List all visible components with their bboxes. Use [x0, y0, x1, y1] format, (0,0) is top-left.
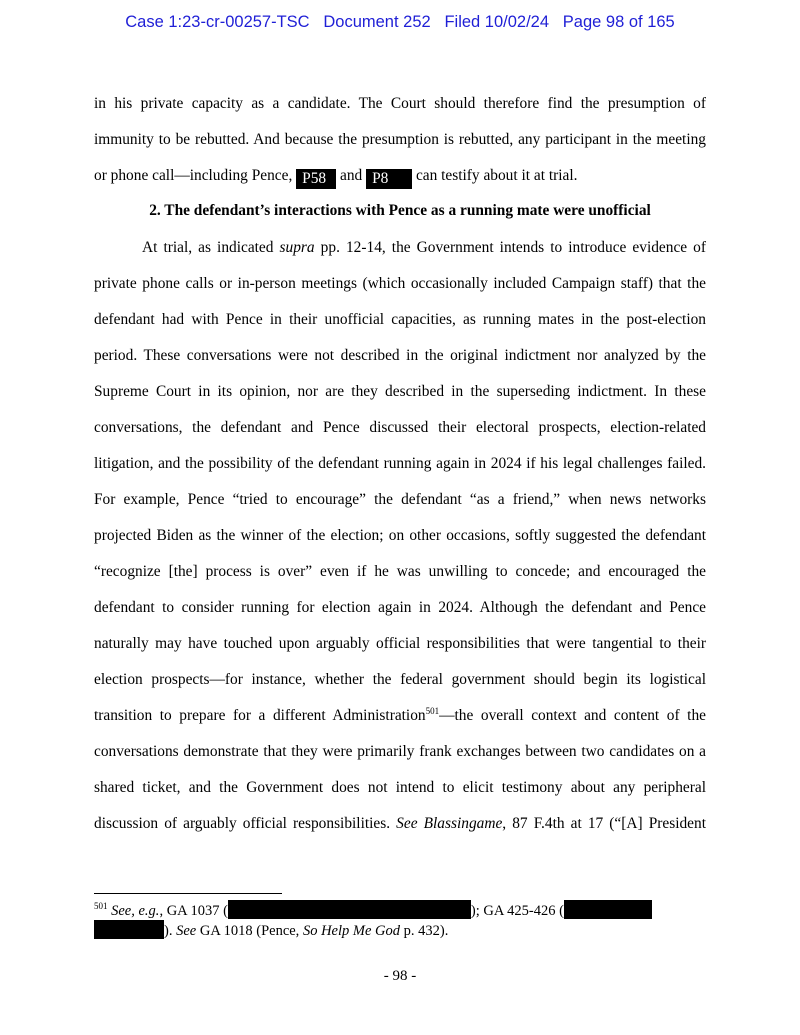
redaction-box: P58	[296, 169, 336, 189]
footnote-line: ). See GA 1018 (Pence, So Help Me God p. 432).	[94, 920, 706, 940]
text-line: or phone call—including Pence, P58 and P8 can testify about it at trial.	[94, 167, 578, 187]
text-line: “recognize [the] process is over” even if he was unwilling to concede; and encouraged the	[94, 563, 706, 580]
redaction-box: P8	[366, 169, 412, 189]
section-heading: 2. The defendant’s interactions with Pence as a running mate were unofficial	[149, 202, 651, 219]
text-line: defendant had with Pence in their unofficial capacities, as running mates in the post-election	[94, 311, 706, 328]
filed-date: Filed 10/02/24	[444, 13, 550, 31]
text-line: transition to prepare for a different Administration$^{501}$—the overall context and content of the	[94, 706, 706, 724]
text-line: election prospects—for instance, whether the federal government should begin its logistical	[94, 671, 706, 688]
redaction-box	[228, 900, 471, 919]
text-line: conversations, the defendant and Pence discussed their electoral prospects, election-related	[94, 419, 706, 436]
text-line: period. These conversations were not described in the original indictment nor analyzed by the	[94, 347, 706, 364]
text-line: shared ticket, and the Government does not intend to elicit testimony about any peripheral	[94, 779, 706, 796]
footnote-ref[interactable]: 501	[425, 706, 440, 716]
text-line: For example, Pence “tried to encourage” the defendant “as a friend,” when news networks	[94, 491, 706, 508]
footnote-divider	[94, 893, 282, 894]
redaction-box	[94, 920, 164, 939]
text-line: naturally may have touched upon arguably official responsibilities that were tangential to their	[94, 635, 706, 652]
text-line: immunity to be rebutted. And because the presumption is rebutted, any participant in the meeting	[94, 131, 706, 148]
text-line: discussion of arguably official responsibilities. See Blassingame, 87 F.4th at 17 (“[A] President	[94, 815, 706, 832]
document-number: Document 252	[323, 13, 431, 31]
redaction-box	[564, 900, 652, 919]
text-line: projected Biden as the winner of the election; on other occasions, softly suggested the defendant	[94, 527, 706, 544]
case-header	[0, 13, 800, 32]
text-line: Supreme Court in its opinion, nor are they described in the superseding indictment. In these	[94, 383, 706, 400]
text-line: At trial, as indicated supra pp. 12-14, the Government intends to introduce evidence of	[142, 239, 706, 256]
footnote-line: $^{501}$ See, e.g., GA 1037 ( ); GA 425-426 (	[94, 900, 706, 920]
page-of-total: Page 98 of 165	[562, 13, 675, 31]
text-line: conversations demonstrate that they were primarily frank exchanges between two candidates on a	[94, 743, 706, 760]
text-line: private phone calls or in-person meetings (which occasionally included Campaign staff) that the	[94, 275, 706, 292]
text-line: defendant to consider running for election again in 2024. Although the defendant and Pence	[94, 599, 706, 616]
footnote-number: 501	[94, 901, 108, 911]
case-number: Case 1:23-cr-00257-TSC	[125, 13, 310, 31]
footnote	[94, 900, 706, 940]
text-line: litigation, and the possibility of the defendant running again in 2024 if his legal challenges failed.	[94, 455, 706, 472]
text-line: in his private capacity as a candidate. The Court should therefore find the presumption of	[94, 95, 706, 112]
page-number: - 98 -	[383, 968, 417, 984]
